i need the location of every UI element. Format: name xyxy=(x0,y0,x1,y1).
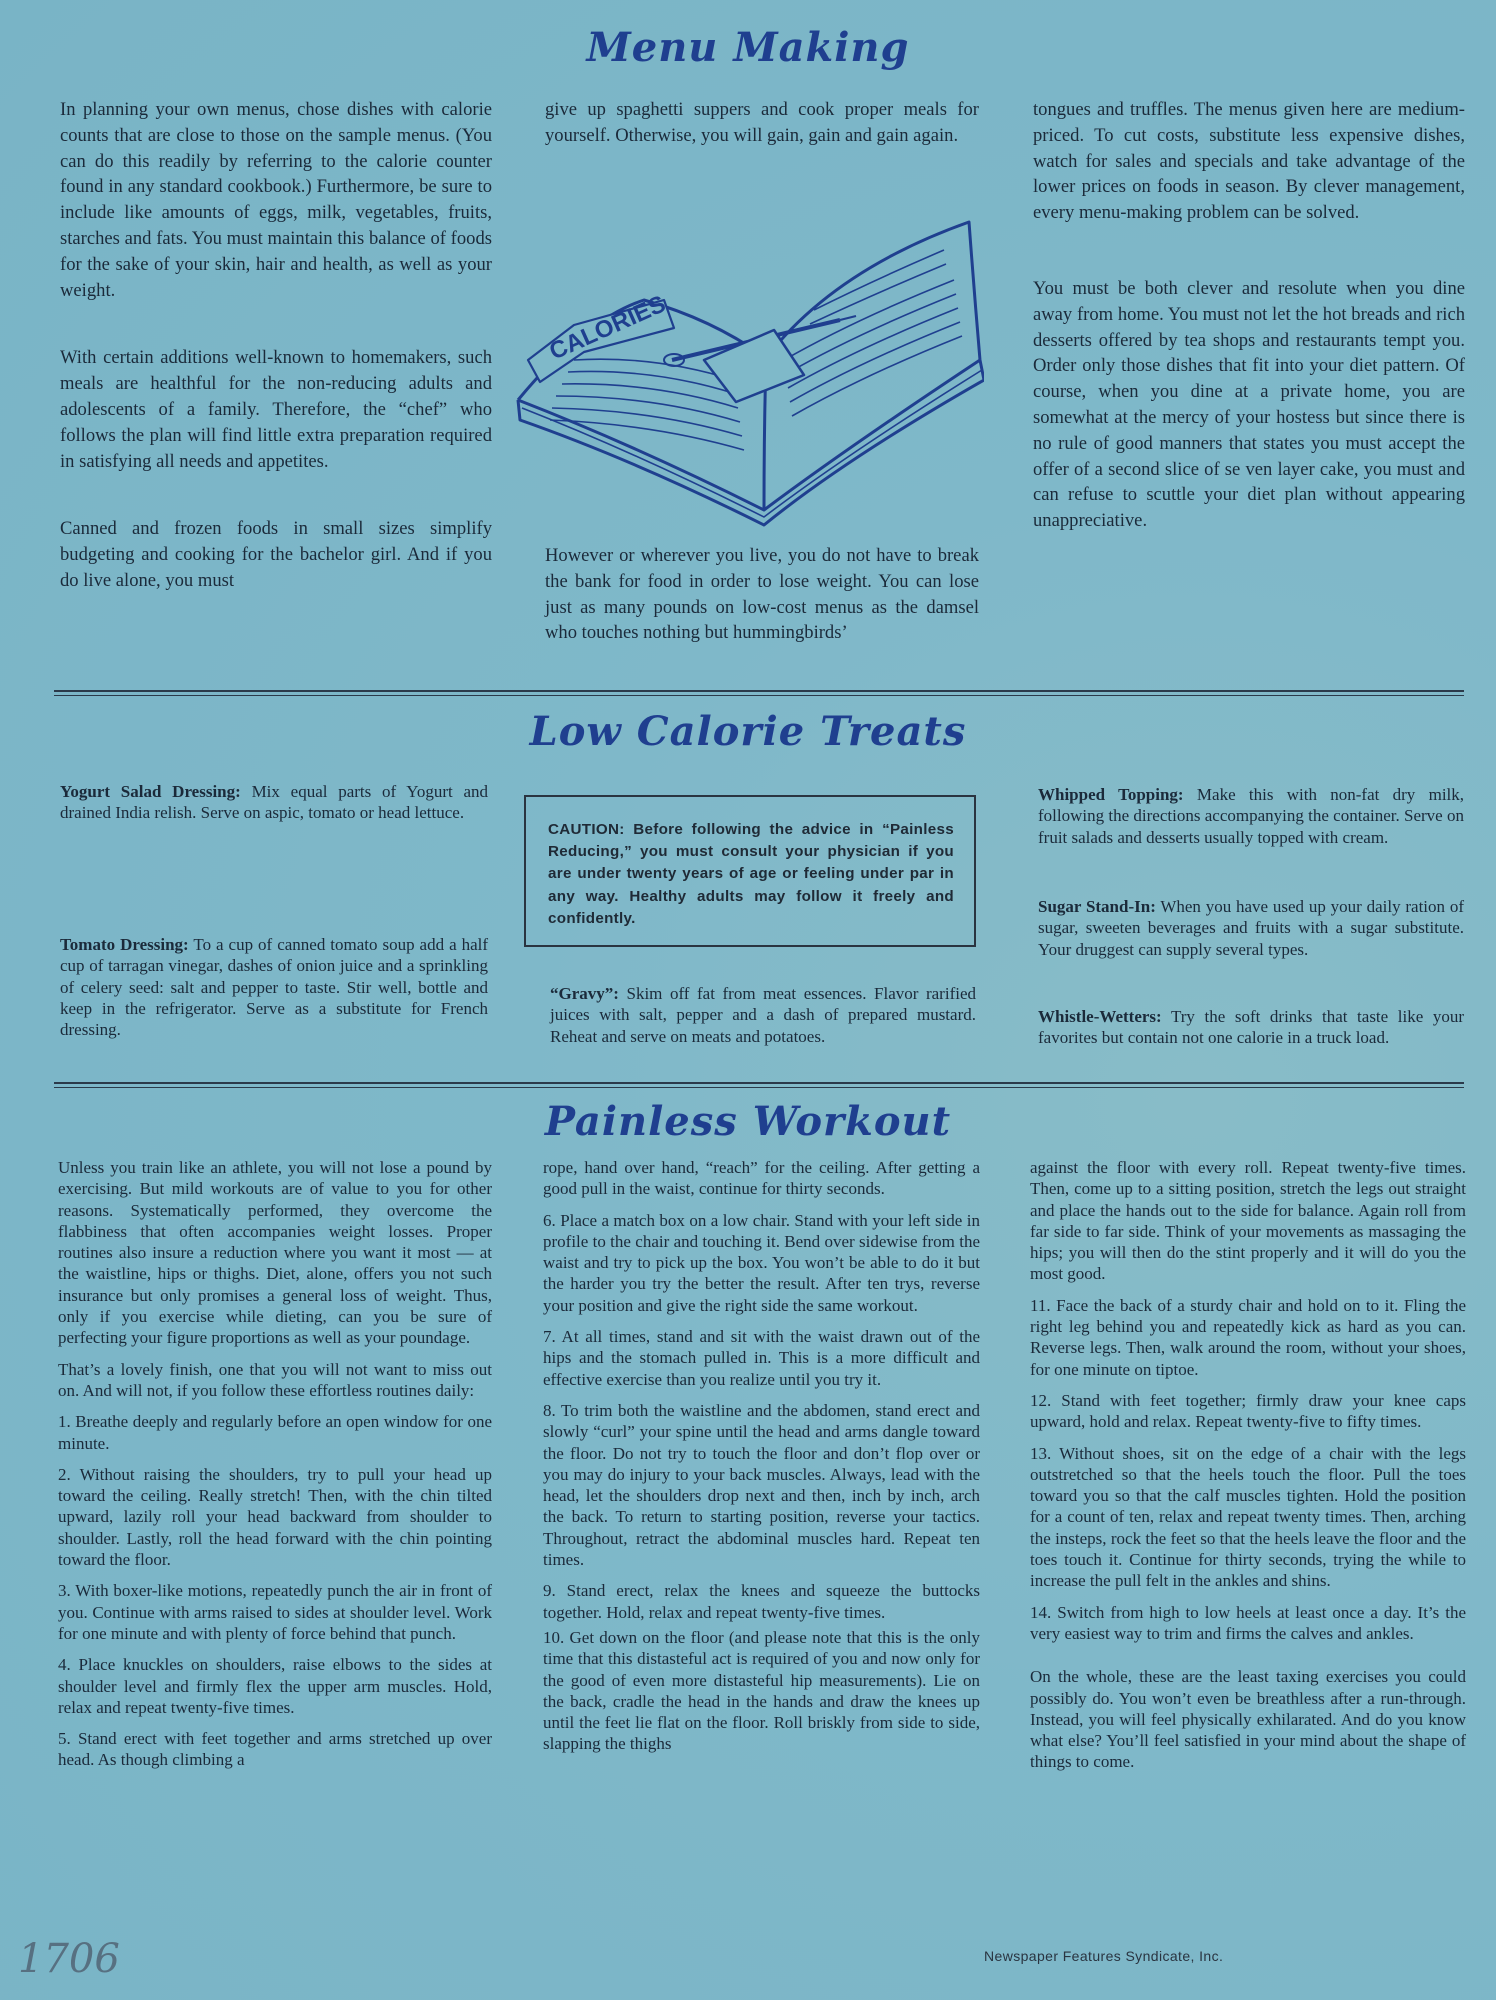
menu-col-2 xyxy=(545,97,979,149)
workout-paragraph: Unless you train like an athlete, you will not lose a pound by exercising. But mild workouts are of value to you for other reasons. Systematically performed, they overcome the flabbiness that often accompanies weight losses. Proper routines also insure a reduction where you want it most — at the waistline, hips or thighs. Diet, alone, offers you not such insurance but only promises a general loss of weight. Thus, only if you exercise while dieting, can you be sure of perfecting your figure proportions as well as your poundage. xyxy=(58,1158,492,1348)
menu-col-1 xyxy=(60,97,492,594)
section-divider xyxy=(54,1087,1464,1088)
workout-col-3 xyxy=(1030,1157,1466,1773)
menu-paragraph: With certain additions well-known to homemakers, such meals are healthful for the non-reducing adults and adolescents of a family. Therefore, the “chef” who follows the plan will find little extra preparation required in satisfying all needs and appetites. xyxy=(60,347,492,472)
workout-paragraph: 11. Face the back of a sturdy chair and hold on to it. Fling the right leg behind you and repeatedly kick as hard as you can. Reverse legs. Then, walk around the room, without your shoes, for one minute on tiptoe. xyxy=(1030,1295,1466,1379)
treat-whistle xyxy=(1038,1006,1464,1049)
treat-title: Sugar Stand-In: xyxy=(1038,897,1156,916)
treat-title: “Gravy”: xyxy=(550,984,619,1003)
treat-whipped xyxy=(1038,784,1464,848)
painless-workout-heading: Painless Workout xyxy=(544,1098,952,1145)
menu-paragraph: However or wherever you live, you do not have to break the bank for food in order to lose weight. You can lose just as many pounds on low-cost menus as the damsel who touches nothing but hummingbirds’ xyxy=(545,545,979,644)
workout-paragraph: That’s a lovely finish, one that you will not want to miss out on. And will not, if you follow these effortless routines daily: xyxy=(58,1359,492,1400)
workout-paragraph: 5. Stand erect with feet together and arms stretched up over head. As though climbing a xyxy=(58,1729,492,1770)
treat-title: Whistle-Wetters: xyxy=(1038,1007,1162,1026)
workout-paragraph: 4. Place knuckles on shoulders, raise elbows to the sides at shoulder level and firmly flex the upper arm muscles. Hold, relax and repeat twenty-five times. xyxy=(58,1655,492,1717)
treat-text: Make this with non-fat dry milk, following the directions accompanying the container. Serve on fruit salads and desserts usually topped with cream. xyxy=(1038,785,1465,847)
calorie-book-illustration xyxy=(514,210,984,540)
treat-text: When you have used up your daily ration of sugar, sweeten beverages and fruits with a sugar substitute. Your druggest can supply several types. xyxy=(1038,897,1464,959)
menu-paragraph: In planning your own menus, chose dishes with calorie counts that are close to those on the sample menus. (You can do this readily by referring to the calorie counter found in any standard cookbook.) Furthermore, be sure to include like amounts of eggs, milk, vegetables, fruits, starches and fats. You must maintain this balance of foods for the sake of your skin, hair and health, as well as your weight. xyxy=(60,99,492,301)
menu-col-3 xyxy=(1033,97,1465,534)
treat-gravy xyxy=(550,983,976,1047)
treat-title: Yogurt Salad Dressing: xyxy=(60,782,241,801)
menu-col-2-lower xyxy=(545,543,979,646)
low-calorie-treats-heading: Low Calorie Treats xyxy=(529,708,967,755)
treat-text: Mix equal parts of Yogurt and drained India relish. Serve on aspic, tomato or head lettuce. xyxy=(60,782,489,823)
menu-paragraph: tongues and truffles. The menus given here are medium-priced. To cut costs, substitute less expensive dishes, watch for sales and specials and take advantage of the lower prices on foods in season. By clever management, every menu-making problem can be solved. xyxy=(1033,99,1465,224)
workout-paragraph: against the floor with every roll. Repeat twenty-five times. Then, come up to a sitting position, stretch the legs out straight and place the hands out to the side for balance. Again roll from far side to far side. Think of your movements as massaging the hips; you will then do the stint properly and it will do you the most good. xyxy=(1030,1158,1466,1284)
workout-paragraph: 7. At all times, stand and sit with the waist drawn out of the hips and the stomach pulled in. This is a more difficult and effective exercise than you realize until you try it. xyxy=(543,1327,980,1389)
workout-paragraph: 10. Get down on the floor (and please note that this is the only time that this distasteful act is required of you and now only for the good of even more distasteful hip measurements). Lie on the back, cradle the head in the hands and draw the knees up until the feet lie flat on the floor. Roll briskly from side to side, slapping the thighs xyxy=(543,1627,980,1754)
workout-paragraph: 2. Without raising the shoulders, try to pull your head up toward the ceiling. Really stretch! Then, with the chin tilted upward, lazily roll your head backward from shoulder to shoulder. Lastly, roll the head forward with the chin pointing toward the floor. xyxy=(58,1464,492,1570)
menu-paragraph: You must be both clever and resolute when you dine away from home. You must not let the hot breads and rich desserts offered by tea shops and restaurants tempt you. Order only those dishes that fit into your diet pattern. Of course, when you dine at a private home, you are somewhat at the mercy of your hostess but since there is no rule of good manners that states you must accept the offer of a second slice of se ven layer cake, you must and can refuse to scuttle your diet plan without appearing unappreciative. xyxy=(1033,277,1465,532)
workout-paragraph: 1. Breathe deeply and regularly before an open window for one minute. xyxy=(58,1412,492,1453)
workout-paragraph: 9. Stand erect, relax the knees and squeeze the buttocks together. Hold, relax and repeat twenty-five times. xyxy=(543,1581,980,1622)
treat-text: To a cup of canned tomato soup add a half cup of tarragan vinegar, dashes of onion juice and a sprinkling of celery seed: salt and pepper to taste. Stir well, bottle and keep in the refrigerator. Serve as a substitute for French dressing. xyxy=(60,935,489,1040)
workout-paragraph: 6. Place a match box on a low chair. Stand with your left side in profile to the chair and touching it. Bend over sidewise from the waist and try to pick up the box. You won’t be able to do it but the harder you try the better the result. After ten trys, reverse your position and give the right side the same workout. xyxy=(543,1210,980,1315)
menu-paragraph: give up spaghetti suppers and cook proper meals for yourself. Otherwise, you will gain, gain and gain again. xyxy=(545,99,979,146)
handwritten-note: 1706 xyxy=(18,1936,120,1982)
publisher-credit: Newspaper Features Syndicate, Inc. xyxy=(984,1948,1224,1964)
workout-paragraph: rope, hand over hand, “reach” for the ceiling. After getting a good pull in the waist, continue for thirty seconds. xyxy=(543,1158,980,1199)
workout-paragraph: 8. To trim both the waistline and the abdomen, stand erect and slowly “curl” your spine until the head and arms dangle toward the floor. Do not try to touch the floor and don’t flop over or you may do injury to your back muscles. Always, lead with the head, let the shoulders drop next and then, inch by inch, arch the back. To return to starting position, reverse your tactics. Throughout, retract the abdominal muscles hard. Repeat ten times. xyxy=(543,1400,980,1570)
treat-tomato xyxy=(60,934,488,1040)
workout-col-1 xyxy=(58,1157,492,1771)
section-divider xyxy=(54,690,1464,692)
calories-label: CALORIES xyxy=(545,290,670,366)
section-divider xyxy=(54,1082,1464,1084)
treat-sugar xyxy=(1038,896,1464,960)
workout-paragraph: 13. Without shoes, sit on the edge of a chair with the legs outstretched so that the heels touch the floor. Pull the toes toward you so that the calf muscles tighten. Hold the position for a count of ten, relax and repeat twenty times. Then, arching the insteps, rock the feet so that the heels leave the floor and the toes touch it. Continue for thirty seconds, trying the while to increase the pull felt in the ankles and shins. xyxy=(1030,1443,1466,1591)
workout-col-2 xyxy=(543,1157,980,1755)
workout-paragraph: 3. With boxer-like motions, repeatedly punch the air in front of you. Continue with arms raised to sides at shoulder level. Work for one minute and with plenty of force behind that punch. xyxy=(58,1581,492,1643)
treat-text: Skim off fat from meat essences. Flavor rarified juices with salt, pepper and a dash of prepared mustard. Reheat and serve on meats and potatoes. xyxy=(550,984,976,1046)
treat-text: Try the soft drinks that taste like your favorites but contain not one calorie in a truck load. xyxy=(1038,1007,1465,1048)
menu-paragraph: Canned and frozen foods in small sizes simplify budgeting and cooking for the bachelor girl. And if you do live alone, you must xyxy=(60,518,492,591)
workout-paragraph: 14. Switch from high to low heels at least once a day. It’s the very easiest way to trim and firms the calves and ankles. xyxy=(1030,1602,1466,1643)
treat-title: Tomato Dressing: xyxy=(60,935,189,954)
workout-paragraph: 12. Stand with feet together; firmly draw your knee caps upward, hold and relax. Repeat twenty-five to fifty times. xyxy=(1030,1390,1466,1432)
menu-making-heading: Menu Making xyxy=(586,24,910,71)
treat-yogurt xyxy=(60,781,488,824)
treat-title: Whipped Topping: xyxy=(1038,785,1184,804)
caution-box: CAUTION: Before following the advice in “Painless Reducing,” you must consult your physician if you are under twenty years of age or feeling under par in any way. Healthy adults may follow it freely and confidently. xyxy=(524,795,976,947)
workout-paragraph: On the whole, these are the least taxing exercises you could possibly do. You won’t even be breathless after a run-through. Instead, you will feel physically exhilarated. And do you know what else? You’ll feel satisfied in your mind about the shape of things to come. xyxy=(1030,1667,1466,1772)
section-divider xyxy=(54,695,1464,696)
